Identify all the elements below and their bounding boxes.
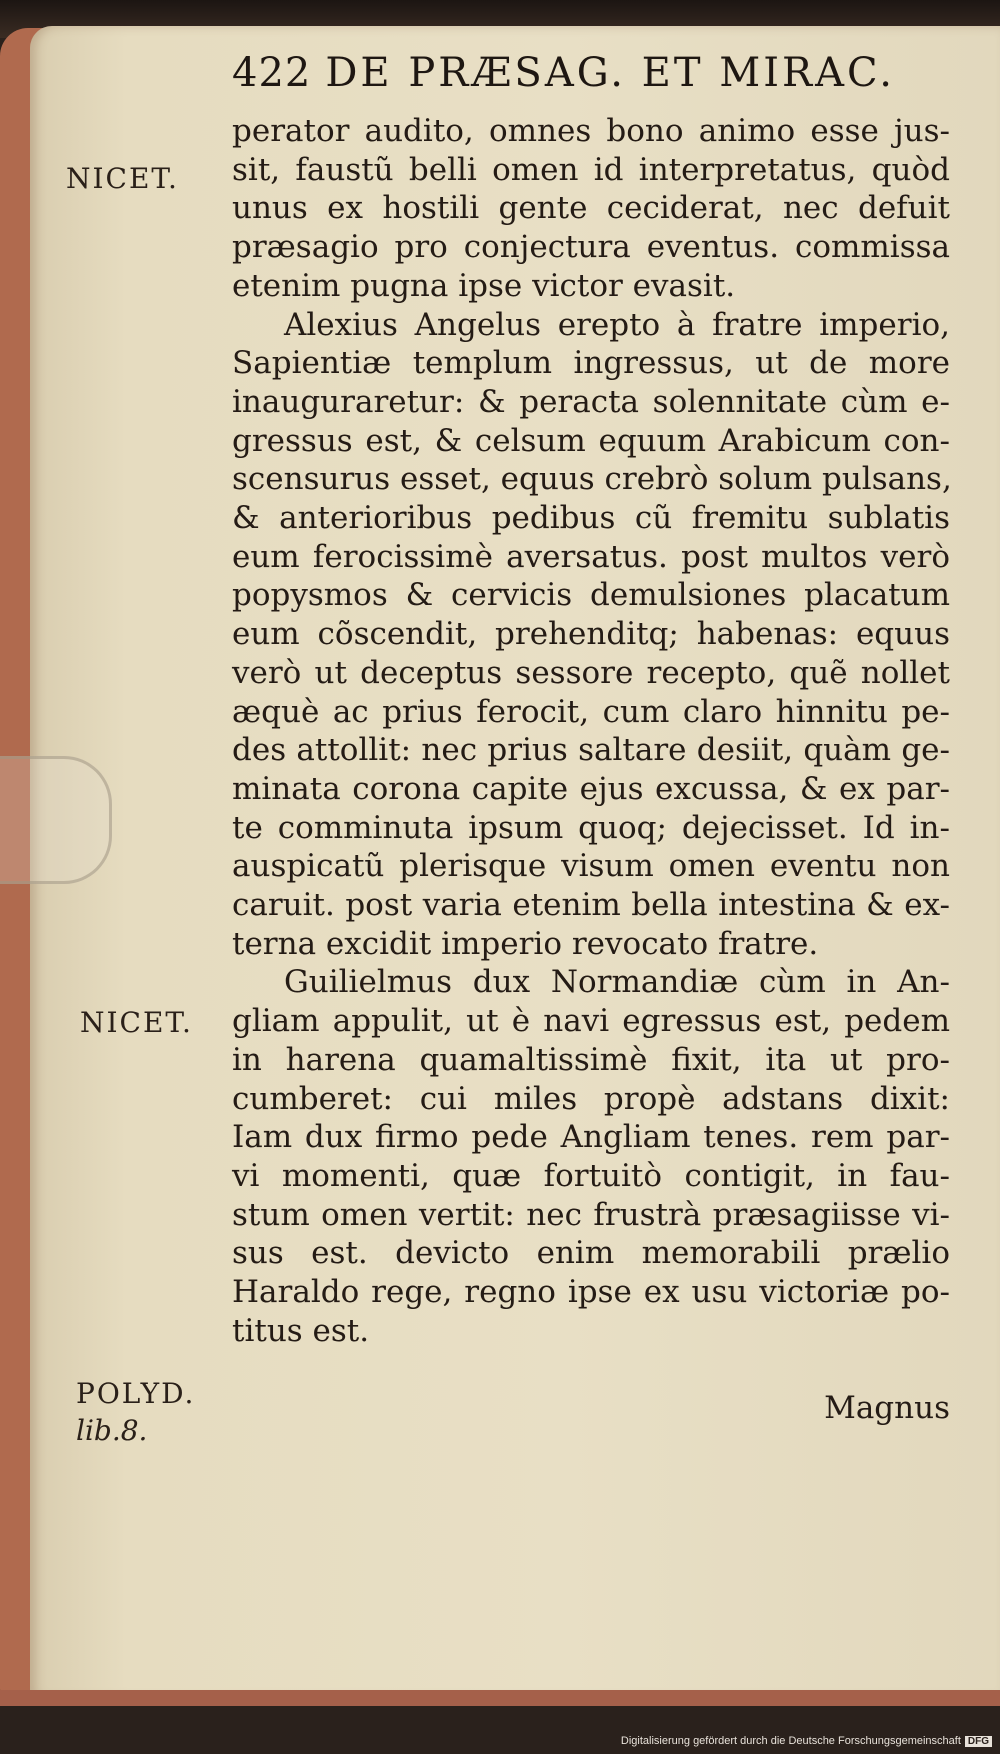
margin-note-nicet-1: NICET. [66,162,179,195]
bottom-page-edge [0,1690,1000,1706]
text-line: terna excidit imperio revocato fratre. [232,925,819,962]
text-line: caruit. post varia etenim bella intestina & ex- [232,887,950,924]
text-line: unus ex hostili gente ceciderat, nec defuit [232,190,950,227]
text-line: eum cõscendit, prehenditq; habenas: equus [232,616,950,653]
text-line: sit, faustũ belli omen id interpretatus, quòd [232,151,950,188]
paragraph-start-line: Alexius Angelus erepto à fratre imperio, [284,306,950,343]
text-line: in harena quamaltissimè fixit, ita ut pro- [232,1041,950,1078]
catchword: Magnus [824,1390,950,1427]
text-line: titus est. [232,1312,370,1349]
text-line: verò ut deceptus sessore recepto, quẽ nollet [232,654,950,691]
text-line: gliam appulit, ut è navi egressus est, pedem [232,1003,950,1040]
text-line: æquè ac prius ferocit, cum claro hinnitu pe- [232,693,950,730]
text-line: stum omen vertit: nec frustrà præsagiisse vi- [232,1196,950,1233]
text-line: scensurus esset, equus crebrò solum pulsans, [232,461,952,498]
text-line: auspicatũ plerisque visum omen eventu non [232,848,950,885]
dfg-logo: DFG [965,1736,992,1747]
plastic-clip [0,756,112,884]
text-line: & anterioribus pedibus cũ fremitu sublatis [232,500,950,537]
text-line: vi momenti, quæ fortuitò contigit, in fau- [232,1157,950,1194]
text-line: cumberet: cui miles propè adstans dixit: [232,1080,950,1117]
text-line: popysmos & cervicis demulsiones placatum [232,577,950,614]
body-text [232,112,950,1428]
text-line: te comminuta ipsum quoq; dejecisset. Id in- [232,809,950,846]
digitization-credit [621,1735,992,1747]
text-line: inauguraretur: & peracta solennitate cùm e- [232,383,950,420]
line-gap [232,1351,950,1390]
text-line: eum ferocissimè aversatus. post multos verò [232,538,950,575]
paragraph-start-line: Guilielmus dux Normandiæ cùm in An- [284,964,950,1001]
page-number: 422 [232,50,312,96]
text-line: sus est. devicto enim memorabili prælio [232,1235,950,1272]
margin-note-polyd: POLYD. [76,1377,196,1410]
margin-note-nicet-2: NICET. [80,1006,193,1039]
text-line: minata corona capite ejus excussa, & ex par- [232,770,950,807]
text-line: perator audito, omnes bono animo esse jus- [232,113,950,149]
running-title: DE PRÆSAG. ET MIRAC. [325,50,895,96]
running-head [232,50,952,96]
text-line: etenim pugna ipse victor evasit. [232,267,736,304]
text-line: præsagio pro conjectura eventus. commissa [232,229,950,266]
margin-note-lib: lib.8. [76,1414,148,1447]
text-line: gressus est, & celsum equum Arabicum con- [232,422,950,459]
credit-text: Digitalisierung gefördert durch die Deutsche Forschungsgemeinschaft [620,1735,961,1747]
text-line: Sapientiæ templum ingressus, ut de more [232,345,950,382]
text-line: des attollit: nec prius saltare desiit, quàm ge- [232,732,950,769]
text-line: Haraldo rege, regno ipse ex usu victoriæ po- [232,1274,950,1311]
text-line: Iam dux firmo pede Angliam tenes. rem par- [232,1119,950,1156]
